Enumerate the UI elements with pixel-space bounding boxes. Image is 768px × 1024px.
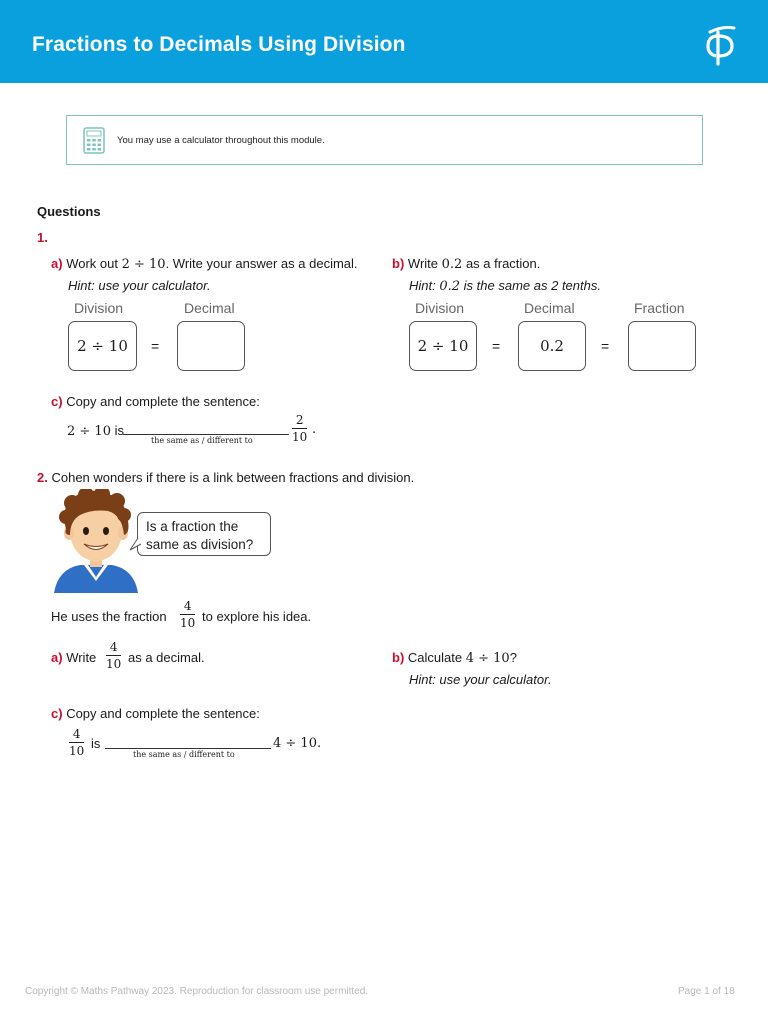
q1c-fraction [292,413,307,444]
fraction-denominator: 10 [106,657,122,671]
q1b-col-division: Division [415,300,465,316]
q2-uses-text-pre: He uses the fraction [51,609,167,624]
part-label: c) [51,706,63,721]
q1a-division-value: 2 ÷ 10 [77,337,128,355]
q1b-hint-pre: Hint: [409,278,436,293]
q2c-prompt [51,706,260,721]
q1b-col-decimal: Decimal [524,300,575,316]
q1c-sentence-start [67,423,124,439]
q2c-is: is [91,736,101,751]
speech-bubble [137,512,271,556]
q1c-answer-blank[interactable] [123,434,289,435]
q2c-end-expression: 4 ÷ 10. [273,736,322,751]
q1b-text-pre: Write [407,256,439,271]
q2c-fraction [69,727,84,758]
q1a-col-division: Division [74,300,124,316]
q2c-answer-blank[interactable] [105,748,271,749]
fraction-denominator: 10 [180,616,196,630]
q1a-division-box [68,321,137,371]
equals-sign: = [492,338,501,354]
q1c-blank-caption: the same as / different to [151,436,253,445]
q1c-text: Copy and complete the sentence: [66,394,260,409]
q1a-text-pre: Work out [66,256,118,271]
footer-copyright: Copyright © Maths Pathway 2023. Reproduction for classroom use permitted. [25,986,369,997]
calculator-icon [83,127,105,154]
fraction-bar [69,742,84,743]
q2b-text-pre: Calculate [407,650,463,665]
speech-line-1: Is a fraction the [146,519,239,534]
fraction-denominator: 10 [292,430,308,444]
q1a-expression: 2 ÷ 10 [121,257,166,272]
part-label: c) [51,394,63,409]
fraction-bar [292,428,307,429]
q1a-text-post: . Write your answer as a decimal. [165,256,358,271]
q2b-prompt [392,650,517,666]
q1a-hint: Hint: use your calculator. [68,278,211,293]
q2a-text-pre: Write [66,650,97,665]
speech-bubble-tail [130,538,142,552]
questions-heading: Questions [37,204,101,219]
q1c-is: is [114,423,124,438]
speech-bubble-text [146,518,253,554]
q1c-period: . [312,422,317,437]
equals-sign: = [151,338,160,354]
q2-uses-fraction [180,599,195,630]
equals-sign: = [601,338,610,354]
part-label: a) [51,256,63,271]
q2a-text-post: as a decimal. [128,650,205,665]
page-title: Fractions to Decimals Using Division [32,33,406,56]
q2b-hint: Hint: use your calculator. [409,672,552,687]
q2a-fraction [106,640,121,671]
q1b-prompt [392,256,540,272]
q2-uses-text-post: to explore his idea. [202,609,312,624]
q2-text: Cohen wonders if there is a link between fractions and division. [51,470,415,485]
page-header [0,0,768,83]
part-label: b) [392,256,405,271]
q1b-decimal-box [518,321,586,371]
fraction-denominator: 10 [69,744,85,758]
part-label: b) [392,650,405,665]
q2c-text: Copy and complete the sentence: [66,706,260,721]
q1c-prompt [51,394,260,409]
question-number: 2. [37,470,48,485]
q1a-col-decimal: Decimal [184,300,235,316]
q1b-division-box [409,321,477,371]
q1b-hint-post: is the same as 2 tenths. [463,278,601,293]
fraction-bar [106,655,121,656]
fraction-numerator: 4 [72,727,81,741]
q1b-col-fraction: Fraction [634,300,685,316]
q2b-expression: 4 ÷ 10 [465,651,510,666]
q1b-hint-expression: 0.2 [439,279,461,294]
fraction-numerator: 2 [295,413,304,427]
q1b-expression: 0.2 [441,257,463,272]
q2-prompt [37,470,414,485]
fraction-numerator: 4 [183,599,192,613]
q1b-fraction-answer-box[interactable] [628,321,696,371]
q1a-decimal-answer-box[interactable] [177,321,245,371]
q1b-text-post: as a fraction. [465,256,541,271]
q1a-prompt [51,256,358,272]
q1b-decimal-value: 0.2 [540,337,564,355]
q1b-division-value: 2 ÷ 10 [417,337,469,355]
boy-avatar [50,489,142,593]
fraction-numerator: 4 [109,640,118,654]
fraction-bar [180,614,195,615]
q1b-hint [409,278,601,294]
q1c-expression: 2 ÷ 10 [67,424,111,439]
calculator-notice-text: You may use a calculator throughout this module. [117,135,325,146]
maths-pathway-logo [704,24,740,68]
q2b-text-post: ? [509,650,517,665]
page-number: Page 1 of 18 [678,986,735,997]
speech-line-2: same as division? [146,537,254,552]
calculator-notice [66,115,703,165]
q2c-blank-caption: the same as / different to [133,750,235,759]
part-label: a) [51,650,63,665]
q2a-prompt-pre [51,650,96,665]
question-number: 1. [37,230,48,245]
